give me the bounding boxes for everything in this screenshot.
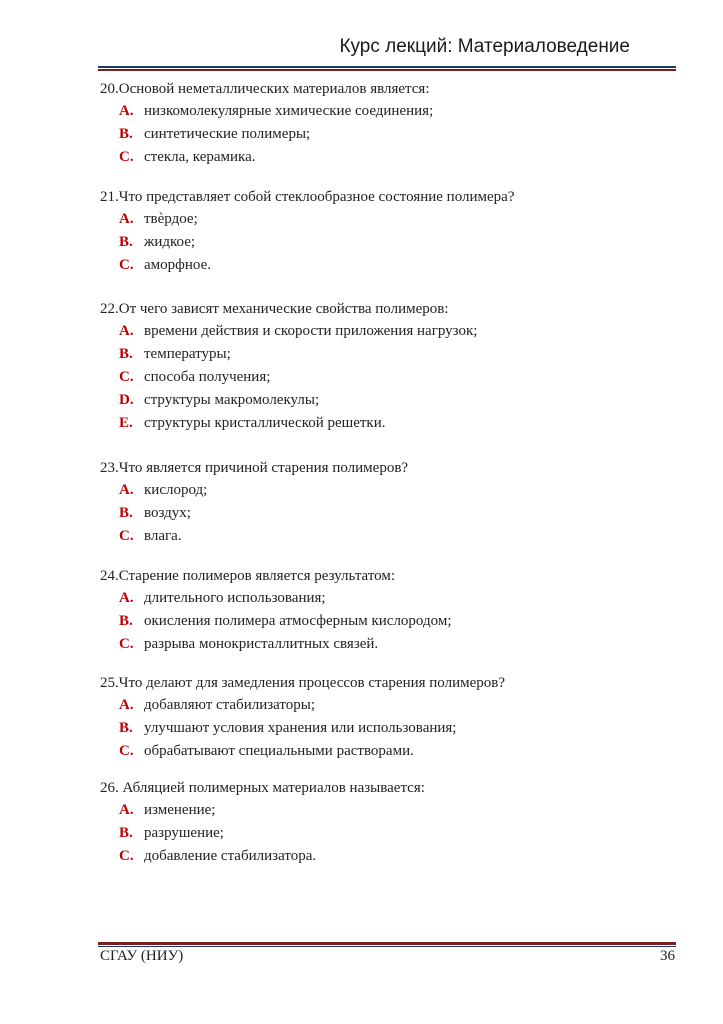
answer-option [100, 146, 680, 169]
question-text: 20.Основой неметаллических материалов является: [100, 81, 430, 97]
option-letter: C. [119, 636, 134, 652]
question-23 [100, 457, 680, 548]
option-text: температуры; [144, 346, 231, 362]
answer-option [100, 343, 680, 366]
answer-option [100, 123, 680, 146]
header-rule-red [98, 69, 676, 71]
answer-option [100, 587, 680, 610]
answer-option [100, 610, 680, 633]
option-text: времени действия и скорости приложения нагрузок; [144, 323, 478, 339]
option-letter: A. [119, 323, 134, 339]
option-text: структуры кристаллической решетки. [144, 415, 386, 431]
option-text: окисления полимера атмосферным кислородом; [144, 613, 452, 629]
answer-option [100, 366, 680, 389]
option-letter: B. [119, 825, 133, 841]
option-text: синтетические полимеры; [144, 126, 311, 142]
answer-option [100, 799, 680, 822]
question-text: 26. Абляцией полимерных материалов называется: [100, 780, 425, 796]
question-24 [100, 565, 680, 656]
question-25 [100, 672, 680, 763]
option-letter: E. [119, 415, 133, 431]
option-letter: B. [119, 126, 133, 142]
answer-option [100, 412, 680, 435]
answer-option [100, 254, 680, 277]
page-header-title: Курс лекций: Материаловедение [339, 36, 630, 57]
option-text: добавляют стабилизаторы; [144, 697, 316, 713]
option-text: влага. [144, 528, 182, 544]
answer-option [100, 100, 680, 123]
answer-option [100, 502, 680, 525]
option-letter: A. [119, 211, 134, 227]
question-text: 22.От чего зависят механические свойства полимеров: [100, 301, 449, 317]
answer-option [100, 525, 680, 548]
answer-option [100, 694, 680, 717]
option-letter: C. [119, 743, 134, 759]
option-letter: B. [119, 720, 133, 736]
answer-option [100, 633, 680, 656]
answer-option [100, 208, 680, 231]
answer-option [100, 717, 680, 740]
option-letter: D. [119, 392, 134, 408]
option-letter: B. [119, 346, 133, 362]
option-text: воздух; [144, 505, 191, 521]
option-text: улучшают условия хранения или использования; [144, 720, 457, 736]
option-letter: A. [119, 103, 134, 119]
option-text: жидкое; [144, 234, 196, 250]
footer-rule-red [98, 942, 676, 945]
option-text: разрыва монокристаллитных связей. [144, 636, 379, 652]
answer-option [100, 231, 680, 254]
question-text: 23.Что является причиной старения полимеров? [100, 460, 409, 476]
option-letter: A. [119, 697, 134, 713]
option-letter: C. [119, 149, 134, 165]
answer-option [100, 320, 680, 343]
answer-option [100, 740, 680, 763]
question-26 [100, 777, 680, 868]
footer-rule-blue [98, 946, 676, 947]
option-letter: A. [119, 802, 134, 818]
option-text: способа получения; [144, 369, 271, 385]
option-letter: C. [119, 848, 134, 864]
option-letter: A. [119, 590, 134, 606]
option-letter: A. [119, 482, 134, 498]
question-text: 24.Старение полимеров является результатом: [100, 568, 396, 584]
header-rule-blue [98, 66, 676, 68]
answer-option [100, 479, 680, 502]
option-text: стекла, керамика. [144, 149, 256, 165]
question-text: 25.Что делают для замедления процессов старения полимеров? [100, 675, 506, 691]
option-text: твѐрдое; [144, 211, 198, 227]
question-22 [100, 298, 680, 435]
option-text: структуры макромолекулы; [144, 392, 320, 408]
option-text: длительного использования; [144, 590, 326, 606]
answer-option [100, 822, 680, 845]
answer-option [100, 389, 680, 412]
option-text: кислород; [144, 482, 208, 498]
option-letter: B. [119, 613, 133, 629]
question-21 [100, 186, 680, 277]
footer-organization: СГАУ (НИУ) [100, 948, 184, 964]
option-letter: C. [119, 369, 134, 385]
answer-option [100, 845, 680, 868]
page-number: 36 [660, 948, 675, 964]
option-text: разрушение; [144, 825, 224, 841]
option-text: изменение; [144, 802, 216, 818]
option-letter: B. [119, 505, 133, 521]
option-text: добавление стабилизатора. [144, 848, 317, 864]
question-20 [100, 78, 680, 169]
option-letter: C. [119, 528, 134, 544]
option-text: низкомолекулярные химические соединения; [144, 103, 434, 119]
option-letter: B. [119, 234, 133, 250]
option-letter: C. [119, 257, 134, 273]
option-text: обрабатывают специальными растворами. [144, 743, 414, 759]
question-text: 21.Что представляет собой стеклообразное состояние полимера? [100, 189, 515, 205]
option-text: аморфное. [144, 257, 211, 273]
